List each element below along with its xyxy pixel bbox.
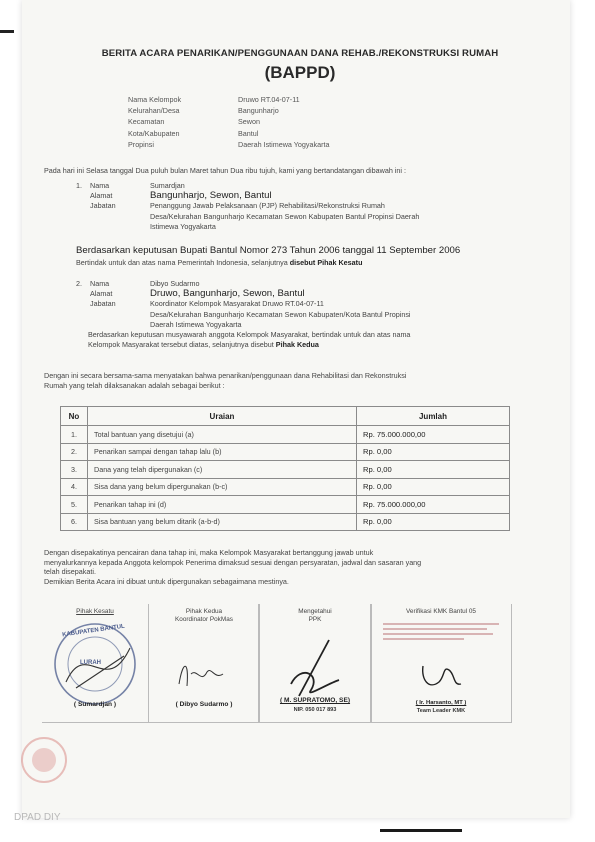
basis-text: Kelompok Masyarakat tersebut diatas, selanjutnya disebut — [88, 340, 276, 350]
row-desc: Penarikan tahap ini (d) — [88, 496, 357, 514]
party-1-block — [76, 181, 419, 232]
stamp-inner-text: LURAH — [80, 660, 101, 666]
party-1-decree: Berdasarkan keputusan Bupati Bantul Nomor 273 Tahun 2006 tanggal 11 September 2006 — [76, 245, 461, 256]
watermark: DPAD DIY — [14, 812, 61, 823]
party-number: 1. — [76, 181, 82, 190]
signature-block-2 — [148, 604, 260, 723]
table-row — [61, 513, 510, 531]
row-amount: Rp. 75.000.000,00 — [357, 426, 510, 444]
signature-block-4 — [370, 604, 512, 723]
table-row — [61, 478, 510, 496]
row-no: 1. — [61, 426, 88, 444]
table-row — [61, 496, 510, 514]
info-key: Kelurahan/Desa — [128, 106, 180, 116]
table-row — [61, 443, 510, 461]
intro-paragraph: Pada hari ini Selasa tanggal Dua puluh bulan Maret tahun Dua ribu tujuh, kami yang bertandatangan dibawah ini : — [44, 166, 407, 175]
party-label: Jabatan — [90, 201, 116, 211]
party-1-role-line: Desa/Kelurahan Bangunharjo Kecamatan Sewon Kabupaten Bantul Propinsi Daerah — [150, 211, 420, 221]
handwritten-signature — [415, 660, 465, 694]
row-amount: Rp. 0,00 — [357, 461, 510, 479]
party-2-role-line: Desa/Kelurahan Bangunharjo Kecamatan Sewon Kabupaten/Kota Bantul Propinsi — [150, 309, 411, 319]
document-title: BERITA ACARA PENARIKAN/PENGGUNAAN DANA REHAB./REKONSTRUKSI RUMAH — [101, 48, 499, 59]
signature-subheading: PPK — [308, 616, 322, 623]
agreement-line: Dengan ini secara bersama-sama menyatakan bahwa penarikan/penggunaan dana Rehabilitasi dan Rekonstruksi — [44, 371, 407, 380]
party-2-address: Druwo, Bangunharjo, Sewon, Bantul — [150, 288, 305, 300]
agreement-line: Rumah yang telah dilaksanakan adalah sebagai berikut : — [44, 381, 225, 390]
party-1-role: Penanggung Jawab Pelaksanaan (PJP) Rehabilitasi/Rekonstruksi Rumah — [150, 201, 385, 211]
row-no: 6. — [61, 513, 88, 531]
signatory-name: ( M. SUPRATOMO, SE) — [279, 697, 351, 704]
handwritten-signature — [281, 634, 351, 704]
info-value: Bantul — [238, 128, 259, 138]
row-desc: Total bantuan yang disetujui (a) — [88, 426, 357, 444]
party-2-basis-2 — [76, 340, 411, 350]
table-row — [61, 461, 510, 479]
party-2-basis: Berdasarkan keputusan musyawarah anggota Kelompok Masyarakat, bertindak untuk dan atas nama — [88, 330, 411, 340]
row-amount: Rp. 0,00 — [357, 513, 510, 531]
verification-stamp-lines — [383, 620, 499, 643]
info-key: Propinsi — [128, 139, 154, 149]
party-1-name: Sumardjan — [150, 181, 185, 190]
closing-line: menyalurkannya kepada Anggota kelompok Penerima dimaksud sesuai dengan persyaratan, jadwal dan sasaran yang — [44, 557, 422, 567]
info-key: Kota/Kabupaten — [128, 128, 180, 138]
closing-line: Demikian Berita Acara ini dibuat untuk dipergunakan sebagaimana mestinya. — [44, 576, 289, 586]
party-1-behalf — [76, 258, 362, 268]
signature-heading: Pihak Kedua — [185, 608, 223, 615]
row-desc: Dana yang telah dipergunakan (c) — [88, 461, 357, 479]
group-info — [128, 94, 330, 150]
party-2-role: Koordinator Kelompok Masyarakat Druwo RT.04-07-11 — [150, 299, 324, 309]
regional-emblem-icon — [18, 730, 70, 790]
row-amount: Rp. 0,00 — [357, 478, 510, 496]
signatory-name: ( Sumardjan ) — [73, 701, 117, 708]
party-label: Nama — [90, 279, 110, 288]
signatory-name: ( Dibyo Sudarmo ) — [175, 701, 233, 708]
row-no: 4. — [61, 478, 88, 496]
info-value: Bangunharjo — [238, 106, 279, 116]
signatory-title: Team Leader KMK — [416, 708, 466, 714]
row-amount: Rp. 0,00 — [357, 443, 510, 461]
row-no: 2. — [61, 443, 88, 461]
signatory-nip: NIP. 050 017 893 — [293, 707, 337, 713]
party-label: Nama — [90, 181, 110, 190]
signatory-name: ( Ir. Harsanto, MT ) — [415, 700, 467, 706]
closing-line: telah disepakati. — [44, 567, 96, 577]
signature-block-1 — [42, 604, 149, 723]
signature-heading: Verifikasi KMK Bantul 05 — [406, 608, 476, 615]
closing-line: Dengan disepakatinya pencairan dana tahap ini, maka Kelompok Masyarakat bertanggung jawab untuk — [44, 548, 374, 557]
behalf-bold: disebut Pihak Kesatu — [289, 258, 363, 267]
bottom-black-bar — [380, 829, 462, 832]
handwritten-signature — [171, 654, 231, 694]
party-2-block — [76, 279, 411, 350]
row-no: 5. — [61, 496, 88, 514]
signature-subheading: Koordinator PokMas — [175, 616, 233, 623]
info-value: Druwo RT.04-07-11 — [238, 95, 300, 104]
party-2-role-line: Daerah Istimewa Yogyakarta — [150, 319, 242, 329]
info-key: Kecamatan — [128, 117, 165, 127]
stamp-text: KABUPATEN BANTUL — [61, 623, 126, 639]
basis-bold: Pihak Kedua — [275, 340, 319, 350]
party-number: 2. — [76, 279, 82, 288]
closing-paragraph — [44, 548, 421, 586]
row-desc: Sisa dana yang belum dipergunakan (b-c) — [88, 478, 357, 496]
party-label: Jabatan — [90, 299, 116, 309]
signature-block-3 — [258, 604, 372, 723]
row-no: 3. — [61, 461, 88, 479]
row-desc: Sisa bantuan yang belum ditarik (a-b-d) — [88, 513, 357, 531]
row-amount: Rp. 75.000.000,00 — [357, 496, 510, 514]
row-desc: Penarikan sampai dengan tahap lalu (b) — [88, 443, 357, 461]
party-label: Alamat — [90, 289, 113, 299]
table-header-amount: Jumlah — [357, 407, 510, 426]
info-key: Nama Kelompok — [128, 95, 182, 104]
party-1-address: Bangunharjo, Sewon, Bantul — [150, 190, 272, 202]
party-2-name: Dibyo Sudarmo — [150, 279, 200, 288]
document-subtitle: (BAPPD) — [264, 63, 336, 82]
signature-heading: Pihak Kesatu — [76, 608, 114, 615]
table-header-desc: Uraian — [88, 407, 357, 426]
table-header-no: No — [61, 407, 88, 426]
info-value: Sewon — [238, 117, 260, 127]
disbursement-table — [60, 406, 510, 531]
info-value: Daerah Istimewa Yogyakarta — [238, 139, 330, 149]
signature-heading: Mengetahui — [298, 608, 332, 615]
party-1-role-line: Istimewa Yogyakarta — [150, 221, 216, 231]
party-label: Alamat — [90, 191, 113, 201]
behalf-text: Bertindak untuk dan atas nama Pemerintah Indonesia, selanjutnya — [76, 258, 290, 267]
page-edge-mark — [0, 30, 14, 33]
table-row — [61, 426, 510, 444]
agreement-paragraph — [44, 371, 406, 391]
